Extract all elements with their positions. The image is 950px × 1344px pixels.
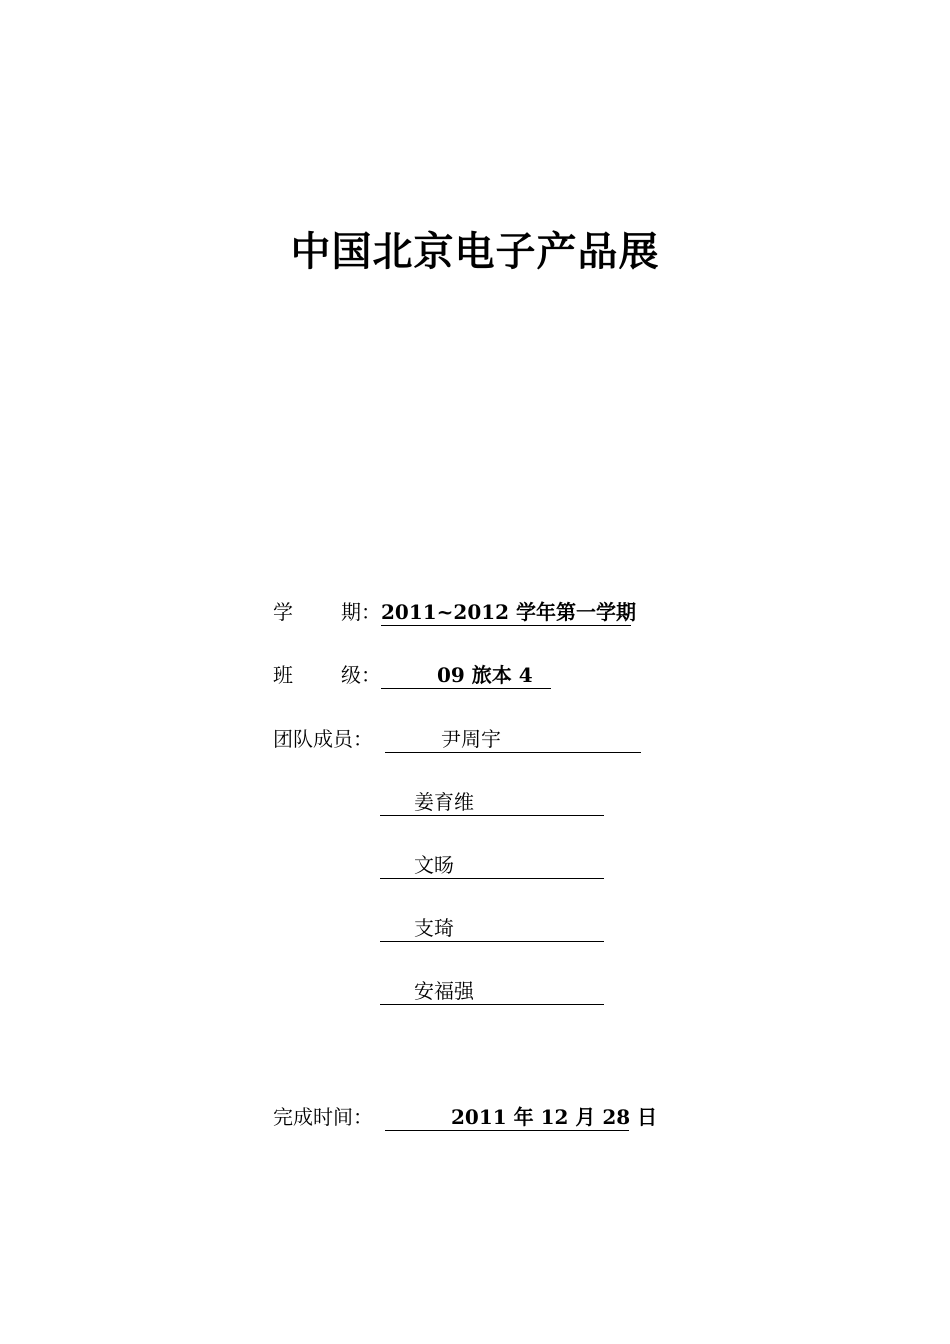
member-name-4: 支琦 (380, 915, 604, 942)
members-label: 团队成员： (273, 727, 373, 751)
member-row-5 (380, 976, 604, 1006)
term-row (273, 597, 637, 627)
completion-value: 2011 年 12 月 28 日 (385, 1104, 629, 1131)
member-name-2: 姜育维 (380, 789, 604, 816)
term-value: 2011~2012 学年第一学期 (381, 600, 637, 624)
member-row-3 (380, 850, 604, 880)
member-name-3: 文旸 (380, 852, 604, 879)
member-name-1: 尹周宇 (385, 726, 641, 753)
completion-label: 完成时间： (273, 1105, 373, 1129)
class-label-a: 班 (273, 663, 293, 687)
term-label (273, 597, 381, 627)
class-label (273, 660, 381, 690)
term-label-b: 期： (341, 600, 381, 624)
member-row-2 (380, 787, 604, 817)
members-row (273, 724, 641, 754)
term-label-a: 学 (273, 600, 293, 624)
document-title: 中国北京电子产品展 (290, 229, 660, 275)
completion-row (273, 1102, 658, 1132)
class-label-b: 级： (341, 663, 381, 687)
member-name-5: 安福强 (380, 978, 604, 1005)
member-row-4 (380, 913, 604, 943)
class-value: 09 旅本 4 (381, 662, 551, 689)
class-row (273, 660, 551, 690)
